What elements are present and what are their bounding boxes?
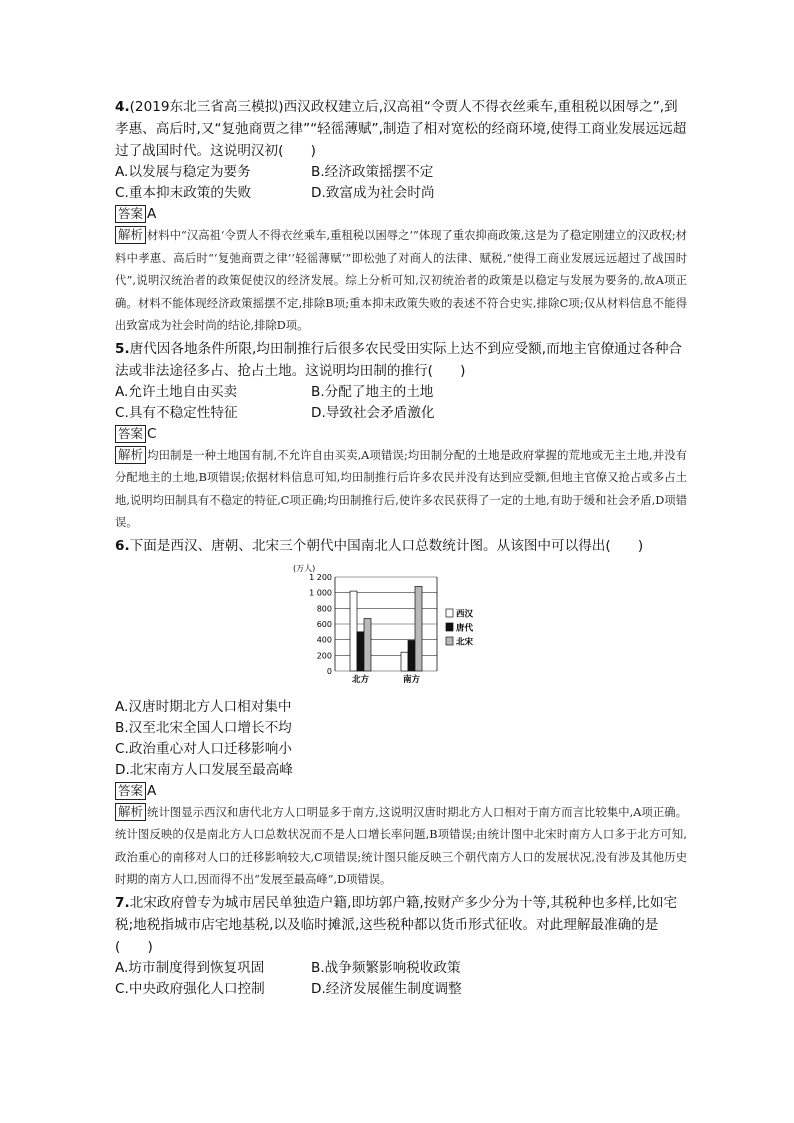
bar-西汉-南方: [401, 652, 408, 671]
legend-label: 北宋: [456, 637, 474, 647]
legend-swatch: [446, 609, 453, 617]
answer-tag: 答案: [115, 205, 146, 223]
y-tick-label: 1 000: [309, 588, 332, 598]
question-7-options: [115, 958, 687, 1000]
question-5-options: [115, 382, 687, 424]
question-4-analysis: 解析 材料中“汉高祖‘令贾人不得衣丝乘车,重租税以困辱之’”体现了重农抑商政策,这是为了稳定刚建立的汉政权;材料中孝惠、高后时“‘复弛商贾之律’‘轻徭薄赋’”即松弛了对商人的法律、赋税,“使得工商业发展远远超过了战国时代”,说明汉统治者的政策促使汉的经济发展。综上分析可知,汉初统治者的政策是以稳定与发展为要务的,故A项正确。材料不能体现经济政策摇摆不定,排除B项;重本抑末政策失败的表述不符合史实,排除C项;仅从材料信息不能得出致富成为社会时尚的结论,排除D项。: [115, 227, 687, 332]
option-d[interactable]: D.导致社会矛盾激化: [311, 404, 435, 421]
option-a[interactable]: A.以发展与稳定为要务: [115, 164, 251, 180]
bar-北宋-南方: [415, 586, 422, 671]
question-5-answer: [115, 424, 687, 445]
chart-svg: [291, 561, 521, 689]
legend-swatch: [446, 623, 453, 631]
y-tick-label: 400: [316, 635, 332, 645]
question-4-stem: 4.(2019东北三省高三模拟)西汉政权建立后,汉高祖“令贾人不得衣丝乘车,重租税以困辱之”,到孝惠、高后时,又“复弛商贾之律”“轻徭薄赋”,制造了相对宽松的经商环境,使得工商业发展远远超过了战国时代。这说明汉初( ): [115, 99, 687, 159]
option-c[interactable]: C.中央政府强化人口控制: [115, 980, 265, 997]
legend-label: 西汉: [456, 609, 474, 619]
answer-value: C: [147, 425, 157, 442]
question-4-answer: [115, 204, 687, 225]
bar-北宋-北方: [364, 618, 371, 670]
option-d[interactable]: D.经济发展催生制度调整: [311, 980, 462, 997]
y-tick-label: 1 200: [309, 572, 332, 582]
analysis-tag: 解析: [115, 226, 146, 244]
bar-西汉-北方: [350, 591, 357, 671]
y-tick-label: 200: [316, 650, 332, 660]
option-d[interactable]: D.北宋南方人口发展至最高峰: [115, 761, 293, 778]
option-a[interactable]: A.允许土地自由买卖: [115, 383, 238, 400]
legend-swatch: [446, 637, 453, 645]
question-7-stem: 7.北宋政府曾专为城市居民单独造户籍,即坊郭户籍,按财产多少分为十等,其税种也多样,比如宅税;地税指城市店宅地基税,以及临时摊派,这些税种都以货币形式征收。对此理解最准确的是( ): [115, 894, 678, 955]
analysis-tag: 解析: [115, 446, 146, 464]
answer-tag: 答案: [115, 782, 146, 800]
option-b[interactable]: B.经济政策摇摆不定: [311, 164, 434, 180]
answer-value: A: [147, 206, 157, 222]
option-b[interactable]: B.汉至北宋全国人口增长不均: [115, 719, 292, 736]
exam-page: [115, 96, 687, 1000]
question-6-analysis: 解析 统计图显示西汉和唐代北方人口明显多于南方,这说明汉唐时期北方人口相对于南方而言比较集中,A项正确。统计图反映的仅是南北方人口总数状况而不是人口增长率问题,B项错误;由统计图中北宋时南方人口多于北方可知,政治重心的南移对人口的迁移影响较大,C项错误;统计图只能反映三个朝代南方人口的发展状况,没有涉及其他历史时期的南方人口,因而得不出“发展至最高峰”,D项错误。: [115, 803, 687, 886]
option-b[interactable]: B.分配了地主的土地: [311, 383, 434, 400]
question-6-options: [115, 697, 687, 781]
option-c[interactable]: C.重本抑末政策的失败: [115, 185, 252, 201]
question-6-stem: 6.下面是西汉、唐朝、北宋三个朝代中国南北人口总数统计图。从该图中可以得出( ): [115, 537, 644, 554]
bar-唐代-南方: [408, 640, 415, 671]
option-b[interactable]: B.战争频繁影响税收政策: [311, 959, 461, 976]
question-6-answer: [115, 781, 687, 802]
option-d[interactable]: D.致富成为社会时尚: [311, 185, 435, 201]
option-c[interactable]: C.具有不稳定性特征: [115, 404, 238, 421]
x-tick-label: 南方: [402, 674, 421, 685]
question-5-analysis: 解析 均田制是一种土地国有制,不允许自由买卖,A项错误;均田制分配的土地是政府掌握的荒地或无主土地,并没有分配地主的土地,B项错误;依据材料信息可知,均田制推行后许多农民并没有达到应受额,但地主官僚又抢占或多占土地,说明均田制具有不稳定的特征,C项正确;均田制推行后,使许多农民获得了一定的土地,有助于缓和社会矛盾,D项错误。: [115, 446, 687, 529]
y-tick-label: 0: [326, 666, 332, 676]
option-a[interactable]: A.汉唐时期北方人口相对集中: [115, 698, 292, 715]
answer-tag: 答案: [115, 425, 146, 443]
bar-唐代-北方: [357, 631, 364, 670]
legend-label: 唐代: [456, 623, 474, 633]
answer-value: A: [147, 782, 157, 799]
population-bar-chart: [291, 561, 687, 693]
question-5-stem: 5.唐代因各地条件所限,均田制推行后很多农民受田实际上达不到应受额,而地主官僚通过各种合法或非法途径多占、抢占土地。这说明均田制的推行( ): [115, 340, 683, 379]
y-axis-unit-label: (万人): [293, 563, 316, 573]
question-4-options: [115, 162, 687, 204]
y-tick-label: 800: [316, 603, 332, 613]
option-a[interactable]: A.坊市制度得到恢复巩固: [115, 959, 265, 976]
option-c[interactable]: C.政治重心对人口迁移影响小: [115, 740, 292, 757]
y-tick-label: 600: [316, 619, 332, 629]
x-tick-label: 北方: [351, 674, 370, 685]
analysis-tag: 解析: [115, 803, 146, 821]
